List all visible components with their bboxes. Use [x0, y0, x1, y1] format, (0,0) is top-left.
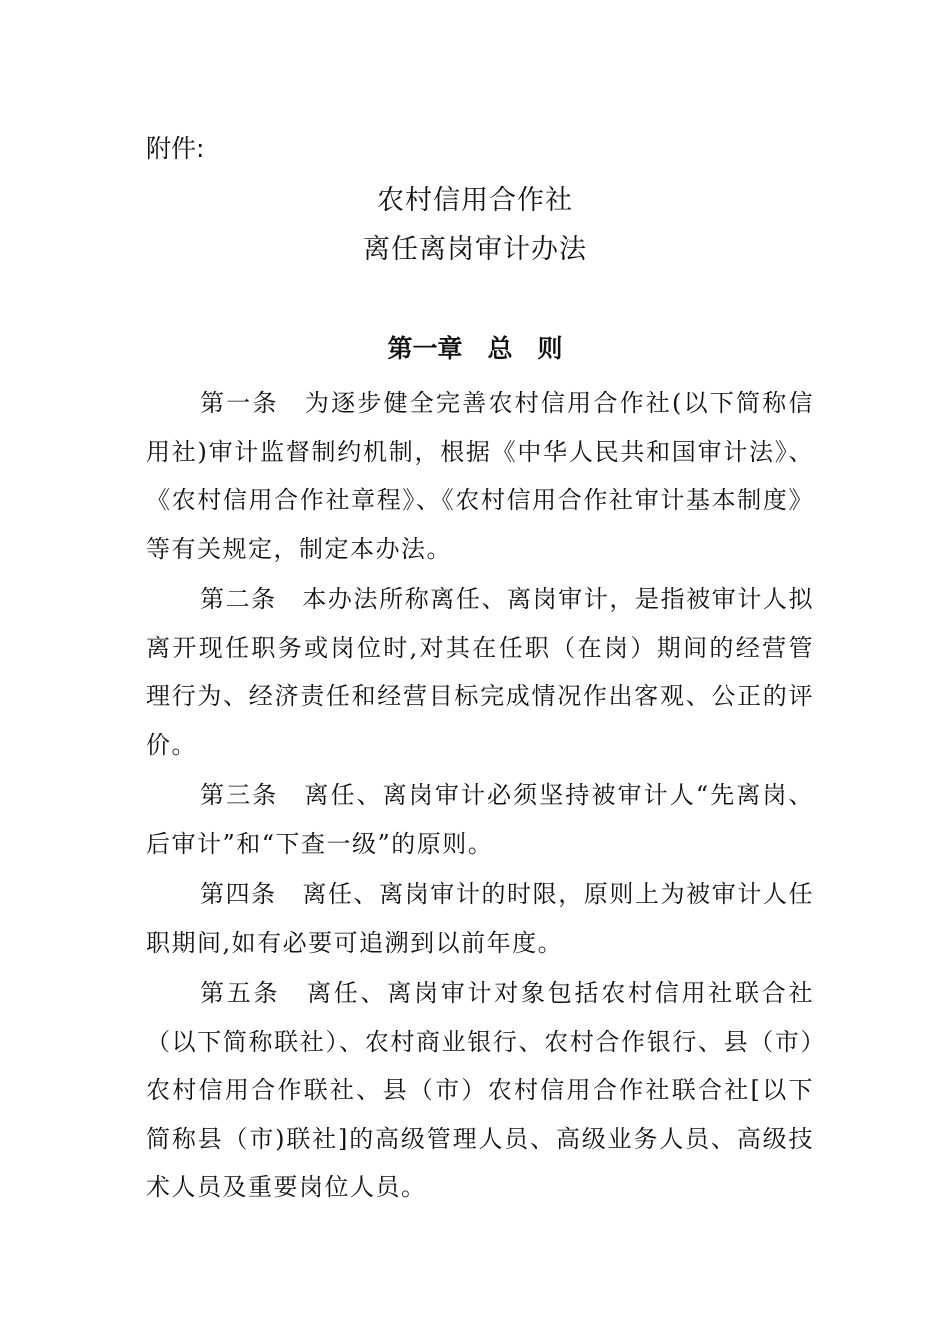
- article-3-paragraph: 第三条 离任、离岗审计必须坚持被审计人“先离岗、后审计”和“下查一级”的原则。: [146, 781, 814, 858]
- document-body: [146, 379, 814, 1214]
- article-5-paragraph: 第五条 离任、离岗审计对象包括农村信用社联合社（以下简称联社）、农村商业银行、农村合作银行、县（市）农村信用合作联社、县（市）农村信用合作社联合社[以下简称县（市)联社]的高级管理人员、高级业务人员、高级技术人员及重要岗位人员。: [146, 979, 814, 1201]
- article-4-paragraph: 第四条 离任、离岗审计的时限，原则上为被审计人任职期间,如有必要可追溯到以前年度。: [146, 880, 814, 957]
- chapter-heading: 第一章 总 则: [387, 334, 563, 363]
- document-title-line-2: 离任离岗审计办法: [363, 234, 587, 265]
- article-1-paragraph: 第一条 为逐步健全完善农村信用合作社(以下简称信用社)审计监督制约机制，根据《中华人民共和国审计法》、《农村信用合作社章程》、《农村信用合作社审计基本制度》等有关规定，制定本办法。: [146, 389, 814, 563]
- article-2-paragraph: 第二条 本办法所称离任、离岗审计，是指被审计人拟离开现任职务或岗位时,对其在任职（在岗）期间的经营管理行为、经济责任和经营目标完成情况作出客观、公正的评价。: [146, 585, 814, 759]
- attachment-label: 附件:: [146, 134, 205, 163]
- document-title-line-1: 农村信用合作社: [377, 185, 573, 216]
